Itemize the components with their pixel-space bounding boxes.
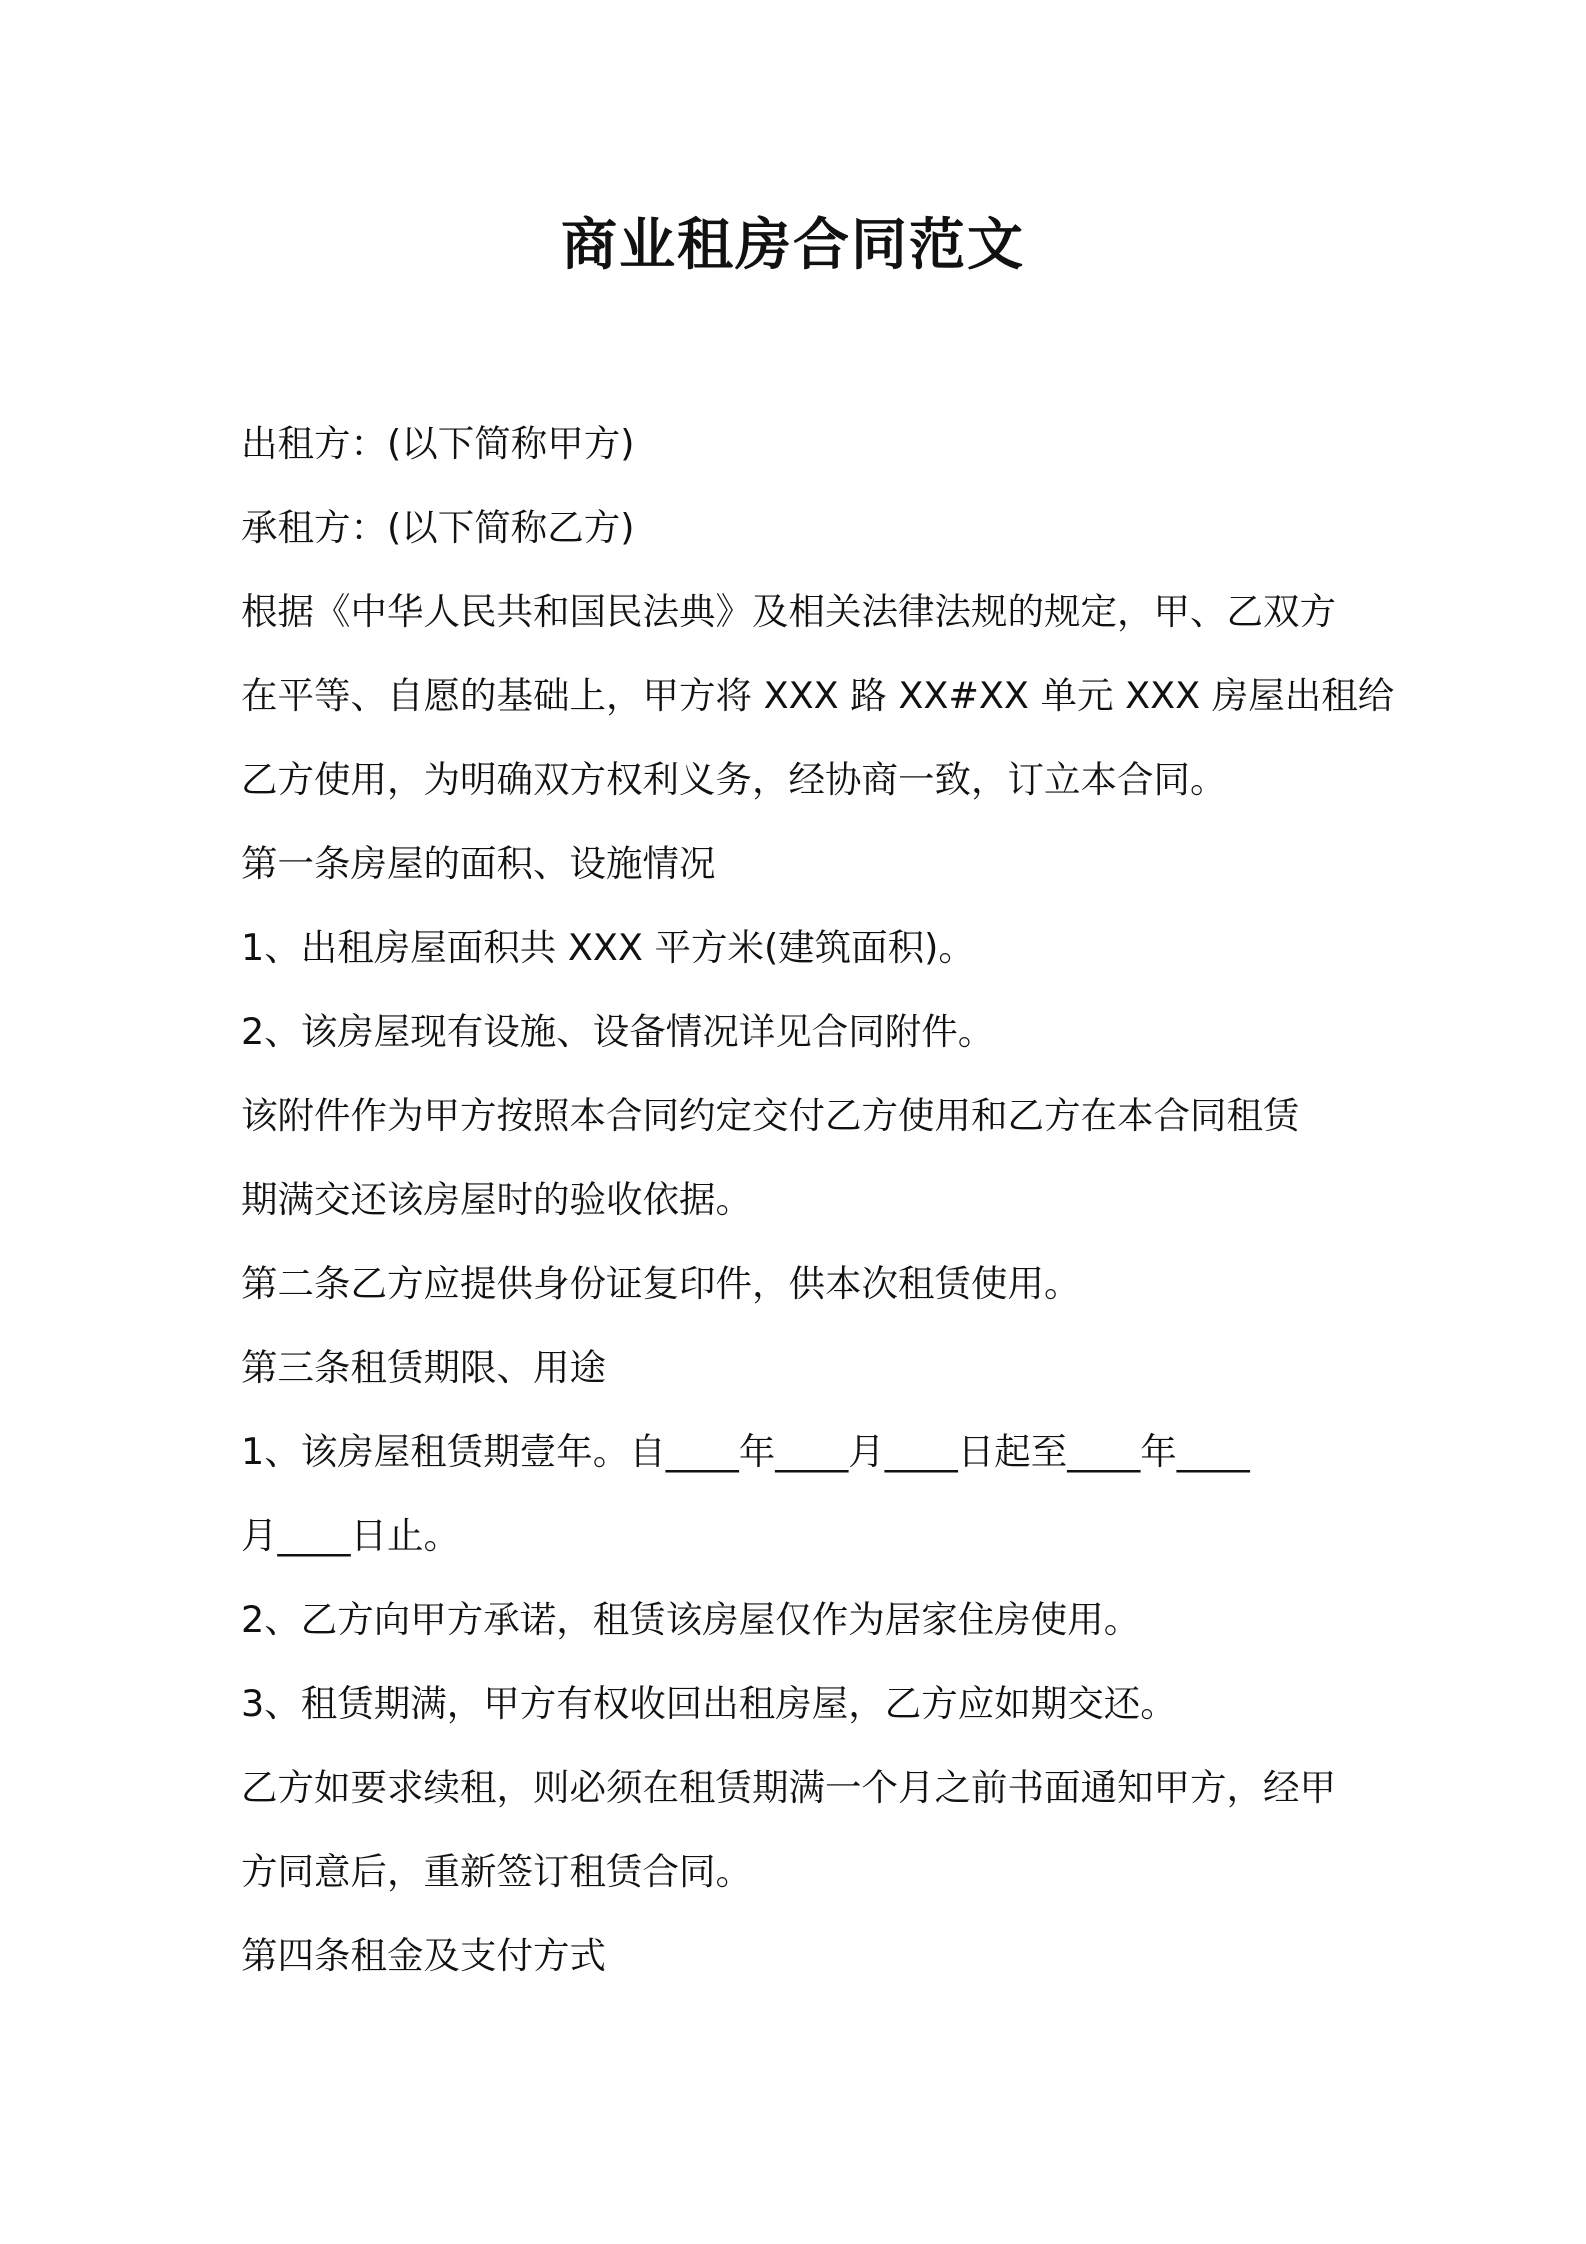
article-3-note-line-2: 方同意后，重新签订租赁合同。 (241, 1850, 752, 1893)
article-3-item-2: 2、乙方向甲方承诺，租赁该房屋仅作为居家住房使用。 (241, 1598, 1141, 1641)
article-4-heading: 第四条租金及支付方式 (241, 1934, 606, 1977)
article-3-note-line-1: 乙方如要求续租，则必须在租赁期满一个月之前书面通知甲方，经甲 (241, 1766, 1336, 1809)
article-1-heading: 第一条房屋的面积、设施情况 (241, 842, 716, 885)
article-1-note-line-1: 该附件作为甲方按照本合同约定交付乙方使用和乙方在本合同租赁 (241, 1094, 1300, 1137)
article-2-heading: 第二条乙方应提供身份证复印件，供本次租赁使用。 (241, 1262, 1081, 1305)
document-title: 商业租房合同范文 (561, 213, 1025, 278)
preamble-line-1: 根据《中华人民共和国民法典》及相关法律法规的规定，甲、乙双方 (241, 590, 1336, 633)
preamble-line-2: 在平等、自愿的基础上，甲方将 XXX 路 XX#XX 单元 XXX 房屋出租给 (241, 674, 1395, 717)
lessor-line: 出租方：(以下简称甲方) (241, 422, 635, 465)
article-1-note-line-2: 期满交还该房屋时的验收依据。 (241, 1178, 752, 1221)
document-body (241, 402, 1395, 1998)
article-3-item-3: 3、租赁期满，甲方有权收回出租房屋，乙方应如期交还。 (241, 1682, 1177, 1725)
article-1-item-2: 2、该房屋现有设施、设备情况详见合同附件。 (241, 1010, 995, 1053)
article-3-heading: 第三条租赁期限、用途 (241, 1346, 606, 1389)
article-3-item-1-line-2: 月____日止。 (241, 1514, 460, 1557)
preamble-line-3: 乙方使用，为明确双方权利义务，经协商一致，订立本合同。 (241, 758, 1227, 801)
article-1-item-1: 1、出租房屋面积共 XXX 平方米(建筑面积)。 (241, 926, 975, 969)
lessee-line: 承租方：(以下简称乙方) (241, 506, 635, 549)
article-3-item-1-line-1: 1、该房屋租赁期壹年。自____年____月____日起至____年____ (241, 1430, 1250, 1473)
